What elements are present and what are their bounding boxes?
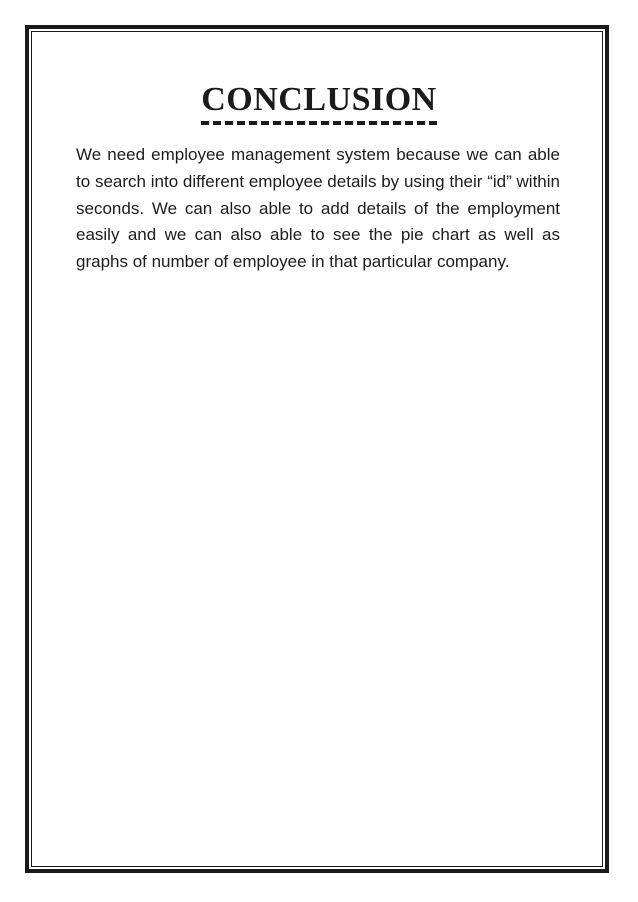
page-heading	[0, 80, 638, 125]
conclusion-paragraph: We need employee management system because we can able to search into different employee details by using their “id” within seconds. We can also able to add details of the employment easily and we can also able to see the pie chart as well as graphs of number of employee in that particular company.	[76, 145, 560, 272]
heading-text: CONCLUSION	[201, 80, 436, 125]
